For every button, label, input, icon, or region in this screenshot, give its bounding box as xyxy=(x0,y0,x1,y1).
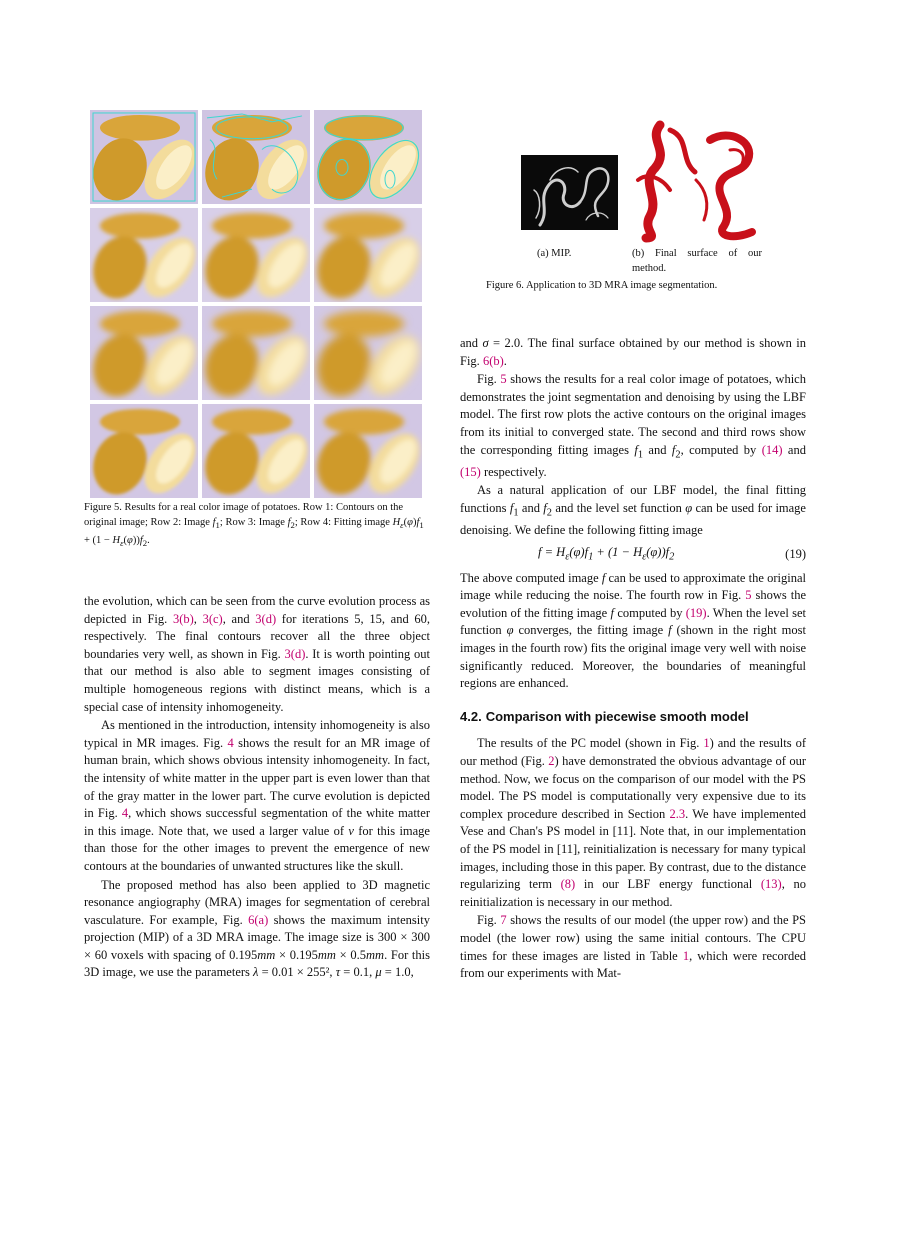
section-heading xyxy=(460,708,806,726)
potato-image-f2 xyxy=(90,306,198,400)
figure-5-caption: Figure 5. Results for a real color image of potatoes. Row 1: Contours on the original image; Row 2: Image $f_1$; Row 3: Image $f_2$; Row 4: Fitting image $H_\varepsilon(\varphi)f_1 + (1 - H_\varepsilon(\varphi))f_2$. xyxy=(84,502,424,549)
figure-6b-label: (b) Final surface of our method. xyxy=(632,248,762,274)
right-column xyxy=(460,335,806,983)
equation-body: $f = H_\varepsilon(\varphi)f_1 + (1 - H_\varepsilon(\varphi))f_2$ xyxy=(538,544,675,563)
potato-image-contours xyxy=(202,110,310,204)
figure-5-image-grid xyxy=(90,110,422,498)
potato-image-fitting xyxy=(90,404,198,498)
paragraph: As mentioned in the introduction, intensity inhomogeneity is also typical in MR images. Fig. 4 shows the result for an MR image of human brain, which shows obvious intensity inhomogeneity. In fact, the intensity of white matter in the upper part is even lower than that of the gray matter in the lower part. The curve evolution is depicted in Fig. 4, which shows successful segmentation of the white matter in this image. Note that, we used a larger value of ν for this image than those for the other images to prevent the emergence of new contours at the boundaries of unwanted structures like the skull. xyxy=(84,718,430,873)
left-column xyxy=(84,593,430,982)
potato-image-fitting xyxy=(202,404,310,498)
potato-image-f1 xyxy=(90,208,198,302)
paragraph: Fig. 7 shows the results of our model (the upper row) and the PS model (the lower row) using the same initial contours. The CPU times for these images are listed in Table 1, which were recorded from our experiments with Mat- xyxy=(460,913,806,981)
potato-image-contours xyxy=(90,110,198,204)
paragraph: As a natural application of our LBF model, the final fitting functions $f_1$ and $f_2$ and the level set function φ can be used for image denoising. We define the following fitting image xyxy=(460,483,806,537)
surface-render xyxy=(638,125,752,238)
potato-image-contours xyxy=(314,110,422,204)
paragraph: the evolution, which can be seen from the curve evolution process as depicted in Fig. 3(b), 3(c), and 3(d) for iterations 5, 15, and 60, respectively. The final contours recover all the three object boundaries very well, as shown in Fig. 3(d). It is worth pointing out that our method is also able to segment images consisting of multiple homogeneous regions with distinct means, which is a special case of intensity inhomogeneity. xyxy=(84,594,431,714)
figure-6a-label: (a) MIP. xyxy=(537,248,572,259)
paragraph: The proposed method has also been applied to 3D magnetic resonance angiography (MRA) images for segmentation of cerebral vasculature. For example, Fig. 6(a) shows the maximum intensity projection (MIP) of a 3D MRA image. The image size is 300 × 300 × 60 voxels with spacing of 0.195mm × 0.195mm × 0.5mm. For this 3D image, we use the parameters λ = 0.01 × 255², τ = 0.1, μ = 1.0, xyxy=(84,877,430,980)
potato-image-f1 xyxy=(314,208,422,302)
potato-image-f2 xyxy=(202,306,310,400)
paragraph: Fig. 5 shows the results for a real color image of potatoes, which demonstrates the joint segmentation and denoising by using the LBF model. The first row plots the active contours on the original images from its initial to converged state. The second and third rows show the corresponding fitting images $f_1$ and $f_2$, computed by (14) and (15) respectively. xyxy=(460,372,806,479)
equation-19 xyxy=(460,540,806,570)
section-number: 4.2. xyxy=(460,708,482,724)
potato-image-f1 xyxy=(202,208,310,302)
paragraph: and σ = 2.0. The final surface obtained by our method is shown in Fig. 6(b). xyxy=(460,336,806,368)
paragraph: The results of the PC model (shown in Fig. 1) and the results of our method (Fig. 2) have demonstrated the obvious advantage of our method. Now, we focus on the comparison of our model with the PS model. The PS model is computationally very expensive due to its complex procedure described in Section 2.3. We have implemented Vese and Chan's PS model in [11]. Note that, in our implementation of the PS model in [11], reinitialization is necessary for many typical images, including those in this paper. By contrast, due to the distance regularizing term (8) in our LBF energy functional (13), no reinitialization is necessary in our method. xyxy=(460,736,806,909)
equation-number: (19) xyxy=(785,546,806,561)
figure-5-caption-label: Figure 5. xyxy=(84,502,122,513)
section-title: Comparison with piecewise smooth model xyxy=(485,708,749,724)
potato-image-fitting xyxy=(314,404,422,498)
figure-6-caption: Figure 6. Application to 3D MRA image segmentation. xyxy=(486,280,718,291)
potato-image-f2 xyxy=(314,306,422,400)
paragraph: The above computed image f can be used to approximate the original image while reducing the noise. The fourth row in Fig. 5 shows the evolution of the fitting image f computed by (19). When the level set function φ converges, the fitting image f (shown in the right most images in the fourth row) fits the original image very well with noise significantly reduced. Moreover, the boundaries of meaningful regions are enhanced. xyxy=(460,570,807,691)
